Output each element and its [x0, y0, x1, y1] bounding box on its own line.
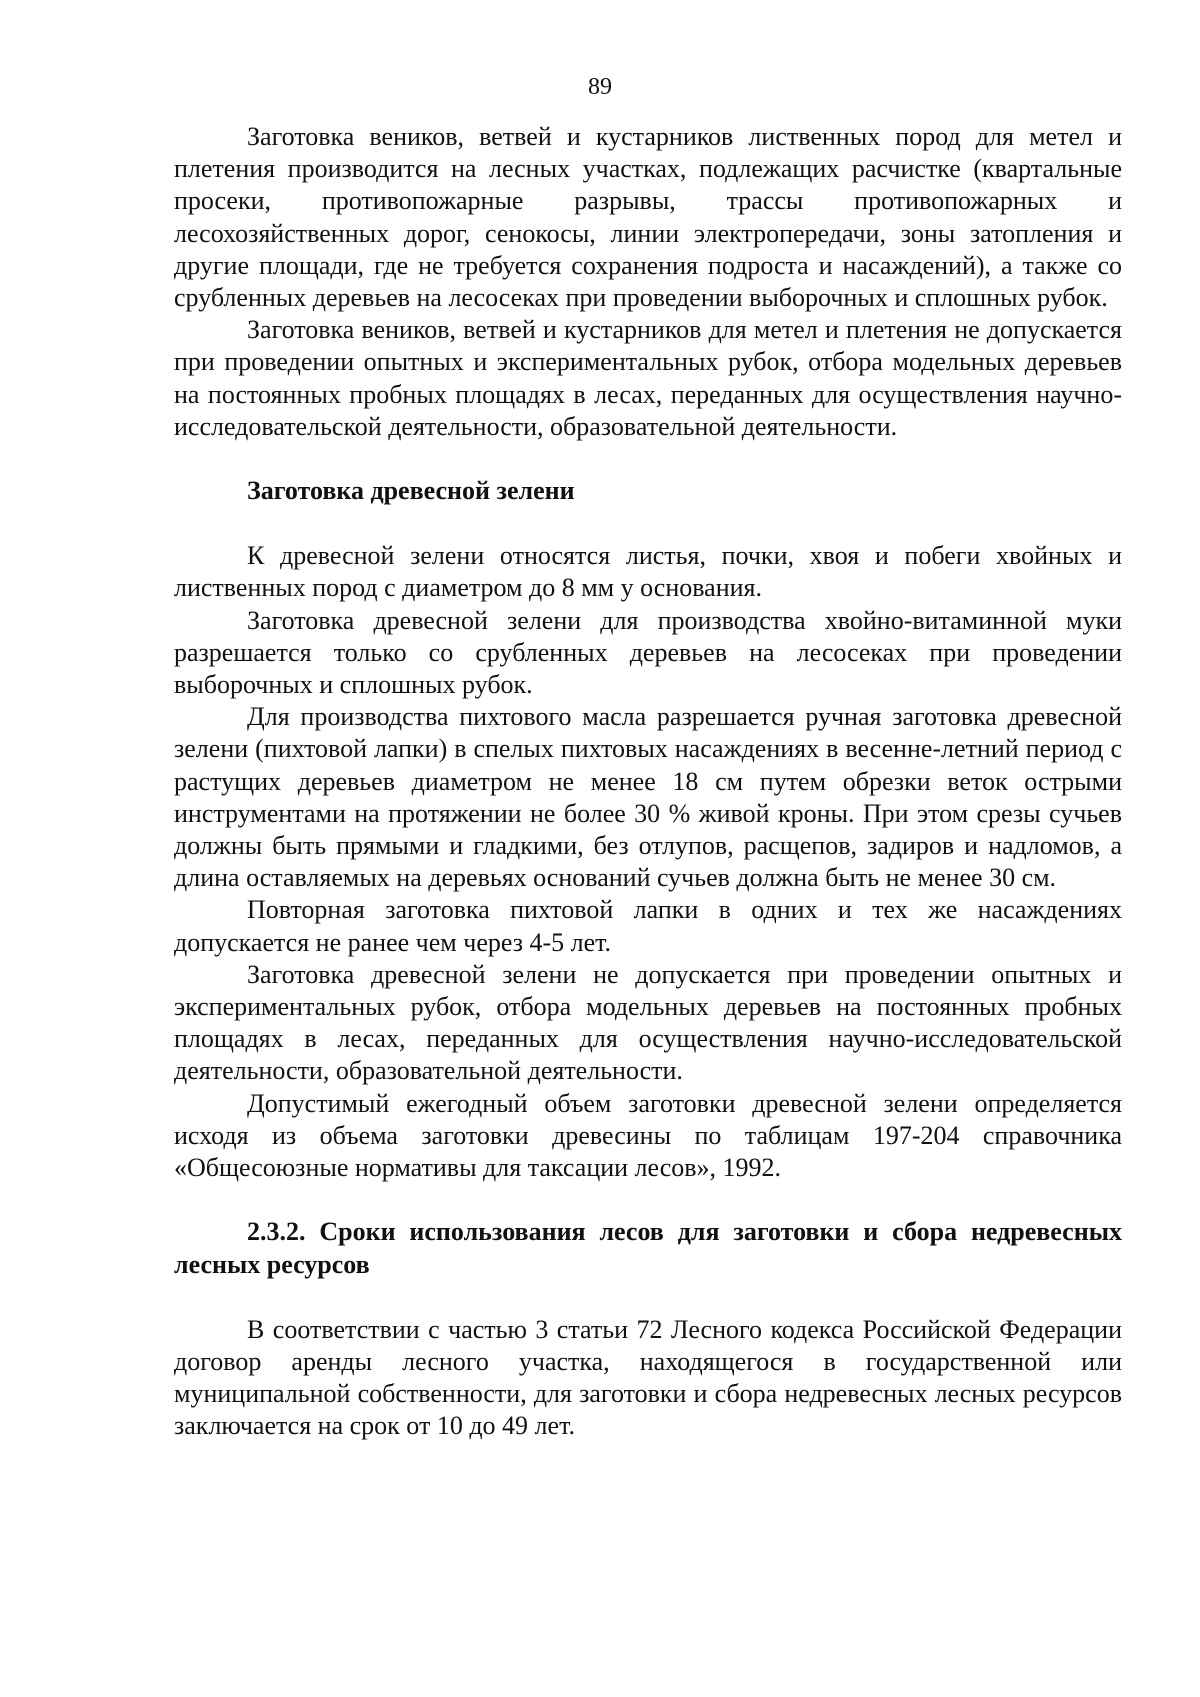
paragraph-brooms-restrictions: Заготовка веников, ветвей и кустарников для метел и плетения не допускается при проведении опытных и экспериментальных рубок, отбора модельных деревьев на постоянных пробных площадях в лесах, переданных для осуществления научно-исследовательской деятельности, образовательной деятельности.	[174, 315, 1122, 441]
paragraph-greenery-definition: К древесной зелени относятся листья, почки, хвоя и побеги хвойных и лиственных пород с диаметром до 8 мм у основания.	[174, 541, 1122, 603]
paragraph-annual-volume: Допустимый ежегодный объем заготовки древесной зелени определяется исходя из объема заготовки древесины по таблицам 197-204 справочника «Общесоюзные нормативы для таксации лесов», 1992.	[174, 1088, 1122, 1183]
section-heading-2-3-2: 2.3.2. Сроки использования лесов для заготовки и сбора недревесных лесных ресурсов	[174, 1217, 1122, 1279]
section-heading-wood-greenery: Заготовка древесной зелени	[247, 476, 575, 506]
document-body	[174, 121, 1122, 1443]
paragraph-fir-oil: Для производства пихтового масла разрешается ручная заготовка древесной зелени (пихтовой лапки) в спелых пихтовых насаждениях в весенне-летний период с растущих деревьев диаметром не менее 18 см путем обрезки веток острыми инструментами на протяжении не более 30 % живой кроны. При этом срезы сучьев должны быть прямыми и гладкими, без отлупов, расщепов, задиров и надломов, а длина оставляемых на деревьях оснований сучьев должна быть не менее 30 см.	[174, 702, 1122, 893]
paragraph-brooms-harvesting: Заготовка веников, ветвей и кустарников лиственных пород для метел и плетения производится на лесных участках, подлежащих расчистке (квартальные просеки, противопожарные разрывы, трассы противопожарных и лесохозяйственных дорог, сенокосы, линии электропередачи, зоны затопления и другие площади, где не требуется сохранения подроста и насаждений), а также со срубленных деревьев на лесосеках при проведении выборочных и сплошных рубок.	[174, 122, 1122, 313]
page-number: 89	[588, 74, 612, 100]
paragraph-repeat-harvest: Повторная заготовка пихтовой лапки в одних и тех же насаждениях допускается не ранее чем через 4-5 лет.	[174, 895, 1122, 957]
paragraph-vitamin-flour: Заготовка древесной зелени для производства хвойно-витаминной муки разрешается только со срубленных деревьев на лесосеках при проведении выборочных и сплошных рубок.	[174, 605, 1122, 700]
paragraph-lease-term: В соответствии с частью 3 статьи 72 Лесного кодекса Российской Федерации договор аренды лесного участка, находящегося в государственной или муниципальной собственности, для заготовки и сбора недревесных лесных ресурсов заключается на срок от 10 до 49 лет.	[174, 1314, 1122, 1441]
paragraph-greenery-restrictions: Заготовка древесной зелени не допускается при проведении опытных и экспериментальных рубок, отбора модельных деревьев на постоянных пробных площадях в лесах, переданных для осуществления научно-исследовательской деятельности, образовательной деятельности.	[174, 959, 1122, 1086]
